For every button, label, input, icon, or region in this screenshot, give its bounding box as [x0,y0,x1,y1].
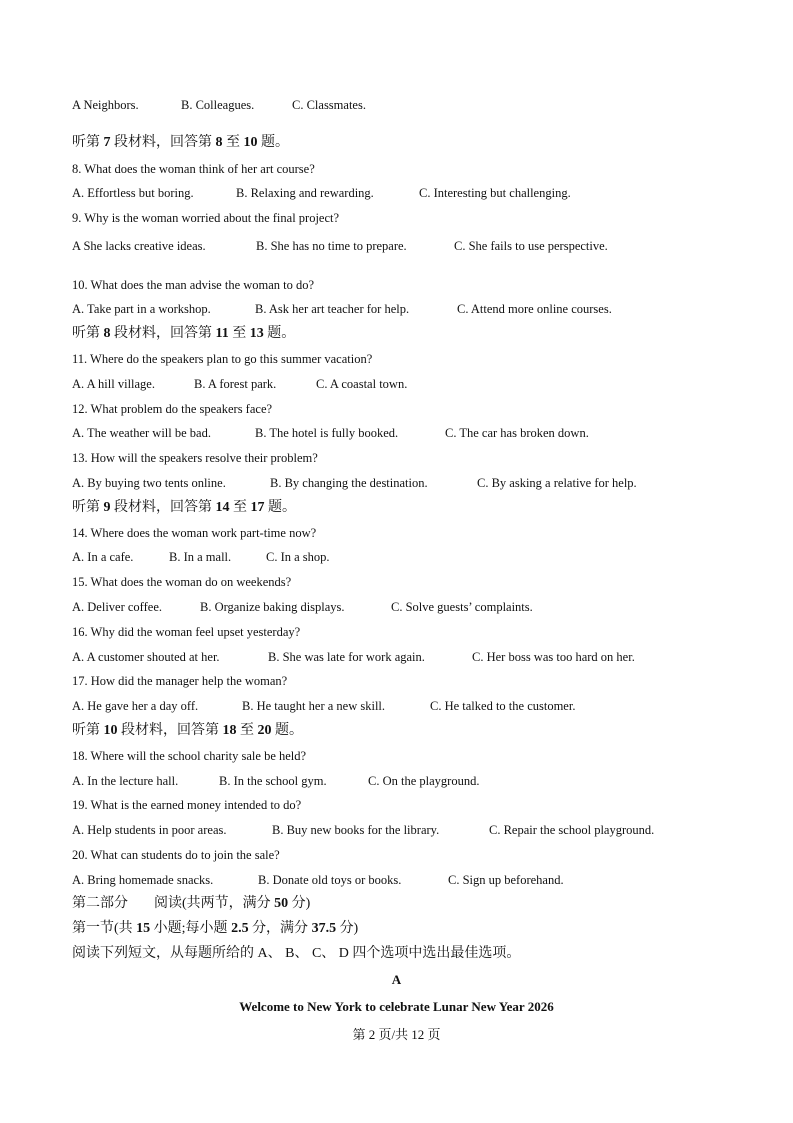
option-a: A. In the lecture hall. [72,774,179,788]
option-a: A Neighbors. [72,98,139,112]
question-10-options [72,301,753,317]
section-heading-8: 听第 8 段材料，回答第 11 至 13 题。 [72,326,296,341]
question-15-options [72,599,753,615]
option-c: C. She fails to use perspective. [454,239,608,253]
passage-letter: A [391,972,402,987]
option-a: A. By buying two tents online. [72,476,226,490]
question-8-options [72,185,753,201]
option-c: C. Attend more online courses. [457,302,612,316]
question-16: 16. Why did the woman feel upset yesterday? [72,625,301,639]
option-b: B. Buy new books for the library. [272,823,440,837]
option-c: C. Interesting but challenging. [419,186,571,200]
option-c: C. He talked to the customer. [430,699,576,713]
option-a: A. A customer shouted at her. [72,650,220,664]
question-9-options [72,238,753,254]
question-11-options [72,376,753,392]
option-b: B. In the school gym. [219,774,327,788]
option-a: A. The weather will be bad. [72,426,211,440]
question-13: 13. How will the speakers resolve their problem? [72,451,318,465]
option-b: B. Colleagues. [181,98,255,112]
part-two-heading: 第二部分 阅读(共两节，满分 50 分) [72,896,311,911]
question-19-options [72,822,753,838]
q7-options [72,97,753,113]
option-a: A. In a cafe. [72,550,134,564]
question-8: 8. What does the woman think of her art course? [72,162,315,176]
option-c: C. On the playground. [368,774,480,788]
option-c: C. Repair the school playground. [489,823,655,837]
option-b: B. Ask her art teacher for help. [255,302,410,316]
option-a: A. Bring homemade snacks. [72,873,214,887]
question-20-options [72,872,753,888]
option-b: B. Donate old toys or books. [258,873,402,887]
option-b: B. A forest park. [194,377,277,391]
question-11: 11. Where do the speakers plan to go this summer vacation? [72,352,373,366]
option-a: A. Take part in a workshop. [72,302,211,316]
question-15: 15. What does the woman do on weekends? [72,575,292,589]
option-b: B. He taught her a new skill. [242,699,386,713]
passage-title: Welcome to New York to celebrate Lunar New Year 2026 [239,999,554,1014]
option-c: C. Her boss was too hard on her. [472,650,635,664]
question-14-options [72,549,753,565]
option-a: A. Help students in poor areas. [72,823,227,837]
question-9: 9. Why is the woman worried about the final project? [72,211,340,225]
question-12-options [72,425,753,441]
option-b: B. Organize baking displays. [200,600,345,614]
reading-instruction: 阅读下列短文，从每题所给的 A、 B、 C、 D 四个选项中选出最佳选项。 [72,946,521,961]
option-c: C. A coastal town. [316,377,408,391]
section-heading-7: 听第 7 段材料，回答第 8 至 10 题。 [72,135,289,150]
option-a: A. Deliver coffee. [72,600,163,614]
option-b: B. She was late for work again. [268,650,425,664]
question-18-options [72,773,753,789]
option-a: A. He gave her a day off. [72,699,199,713]
option-a: A. A hill village. [72,377,155,391]
question-12: 12. What problem do the speakers face? [72,402,273,416]
question-16-options [72,649,753,665]
question-20: 20. What can students do to join the sale? [72,848,280,862]
section-one-heading: 第一节(共 15 小题;每小题 2.5 分，满分 37.5 分) [72,921,359,936]
question-17-options [72,698,753,714]
option-a: A She lacks creative ideas. [72,239,206,253]
section-heading-9: 听第 9 段材料，回答第 14 至 17 题。 [72,500,296,515]
option-c: C. Sign up beforehand. [448,873,564,887]
question-18: 18. Where will the school charity sale be held? [72,749,307,763]
option-b: B. The hotel is fully booked. [255,426,399,440]
option-b: B. In a mall. [169,550,232,564]
option-a: A. Effortless but boring. [72,186,194,200]
option-c: C. In a shop. [266,550,330,564]
question-19: 19. What is the earned money intended to do? [72,798,302,812]
question-17: 17. How did the manager help the woman? [72,674,288,688]
option-b: B. Relaxing and rewarding. [236,186,374,200]
question-10: 10. What does the man advise the woman to do? [72,278,315,292]
section-heading-10: 听第 10 段材料，回答第 18 至 20 题。 [72,723,303,738]
option-c: C. Solve guests’ complaints. [391,600,533,614]
option-b: B. She has no time to prepare. [256,239,407,253]
option-c: C. The car has broken down. [445,426,589,440]
option-b: B. By changing the destination. [270,476,428,490]
option-c: C. Classmates. [292,98,366,112]
question-14: 14. Where does the woman work part-time now? [72,526,317,540]
page-footer: 第 2 页/共 12 页 [352,1027,441,1042]
question-13-options [72,475,753,491]
option-c: C. By asking a relative for help. [477,476,637,490]
